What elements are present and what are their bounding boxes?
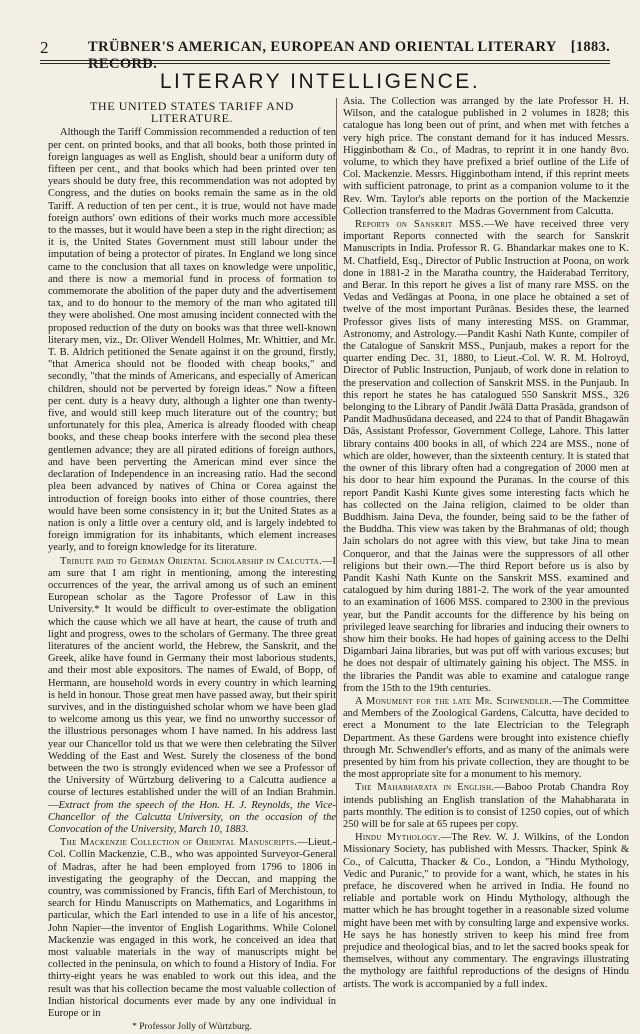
article-lead-hindu-mythology: Hindu Mythology. xyxy=(355,832,441,844)
article-body-tariff: Although the Tariff Commission recommended a reduction of ten per cent. on printed books, and that all books, both those printed in foreign languages as well as English, should bear a uniform duty of fifteen per cent., and that books which had been printed over ten years should be duty free, this recommendation was not adopted by Congress, and the duties on books remain the same as in the old Tariff. A reduction of ten per cent., it is true, would not have made foreign authors' own editions of their works much more accessible to the masses, but it would have been a step in the right direction; as it is, the United States Government must still labour under the imputation of being a protector of pirates. In England we long since came to the conclusion that all taxes on knowledge were unpolitic, and there is now a memorial fund in process of formation to commemorate the abolition of the paper duty and the advertisement tax, and to do honour to the memory of the man who agitated till they were abolished. One most amusing incident connected with the proposed reduction of the duty on books was that three well-known literary men, viz., Dr. Oliver Wendell Holmes, Mr. Whittier, and Mr. T. B. Aldrich petitioned the Senate against it on the ground, firstly, "that America should not be flooded with cheap books," and secondly, "that the minds of Americans, and especially of American children, should not be perverted by foreign ideas." Now a fifteen per cent. duty is a heavy duty, although a lighter one than twenty-five, and would still keep much literature out of the country; but unfortunately for this plea, America is already flooded with cheap books, and these cheap books interfere with the second plea these gentlemen advance; they are all pirated editions of foreign authors, and have been perverting the American mind ever since the declaration of Independence in an increasing ratio. Had the second plea been advanced by natives of China or Corea against the introduction of foreign books into either of those countries, there would have been some consistency in it; but the United States as a nation is only a little over a century old, and is largely indebted to foreign immigration for its inhabitants, which element increases yearly, and to foreign knowledge for its literature. xyxy=(48,127,336,554)
header-rule-top xyxy=(40,60,610,61)
article-title-tariff: THE UNITED STATES TARIFF AND LITERATURE. xyxy=(90,99,294,126)
footnote: * Professor Jolly of Würtzburg. xyxy=(132,1022,252,1033)
article-schwendler-monument xyxy=(343,696,629,781)
article-body-hindu-mythology: —The Rev. W. J. Wilkins, of the London Missionary Society, has published with Messrs. Thacker, Spink & Co., of Calcutta, Thacker & Co., London, a "Hindu Mythology, Vedic and Puranic," to provide for a want, which, he states in his preface, he discovered when he arrived in India. He found no reliable and portable work on Hindu Mythology, although the matter which he has brought together in a reasonable sized volume might have been met with by consulting large and expensive works. He says he has honestly striven to keep his mind free from prejudice and theological bias, and to let the sacred books speak for themselves, without any commentary. The engravings illustrating the mythology are faithful reproductions of the designs of Hindu artists. The work is accompanied by a full index. xyxy=(343,832,629,990)
article-lead-mackenzie: The Mackenzie Collection of Oriental Manuscripts. xyxy=(60,837,298,849)
article-lead-german-scholarship: Tribute paid to German Oriental Scholarship in Calcutta. xyxy=(60,555,322,567)
article-lead-mahabharata: The Mahabharata in English. xyxy=(355,782,495,794)
article-mahabharata xyxy=(343,782,629,831)
article-sanskrit-reports xyxy=(343,219,629,695)
article-body-mahabharata: —Baboo Protab Chandra Roy intends publishing an English translation of the Mahabharata in parts monthly. The edition is to consist of 1250 copies, out of which 250 will be for sale at 65 rupees per copy. xyxy=(343,782,629,830)
article-hindu-mythology xyxy=(343,832,629,991)
article-german-scholarship xyxy=(48,556,336,837)
article-lead-schwendler-monument: A Monument for the late Mr. Schwendler. xyxy=(355,695,553,707)
running-header xyxy=(40,38,610,72)
header-rule-bottom xyxy=(40,63,610,64)
running-title: TRÜBNER'S AMERICAN, EUROPEAN AND ORIENTAL LITERARY RECORD. xyxy=(88,39,557,72)
article-body-german-scholarship: —I am sure that I am right in mentioning, among the interesting occurrences of the year, the arrival among us of such an eminent European scholar as the Tagore Professor of Law in this University.* It would be difficult to over-estimate the obligation which the cause which we all have at heart, the cause of truth and light and progress, owes to the scholars of Germany. The three great literatures of the ancient world, the Hebrew, the Sanskrit, and the Greek, alike have found in Germany their most laborious students, and their most able expositors. The names of Ewald, of Bopp, of Hermann, are household words in every country in which learning is held in honour. Those great men have passed away, but their spirit survives, and in the distinguished scholar whom we have been glad to welcome among us this year, we find no unworthy successor of the illustrious personages whom I have named. In his address last year our Chancellor told us that we were then celebrating the Silver Wedding of the East and West. Surely the closeness of the bond between the two is strongly evidenced when we see a Professor of the University of Würtzburg delivering to a Calcutta audience a course of lectures established under the will of an Indian Brahmin.— xyxy=(48,555,336,811)
article-body-schwendler-monument: —The Committee and Members of the Zoological Gardens, Calcutta, have decided to erect a Monument to the late Electrician to the Telegraph Department. As these Gardens were brought into existence chiefly through Mr. Schwendler's efforts, and as many of the animals were presented by him from his private collection, they are thought to be the most appropriate site for a monument to his memory. xyxy=(343,695,629,781)
article-lead-sanskrit-reports: Reports on Sanskrit MSS. xyxy=(355,219,485,231)
article-body-sanskrit-reports: —We have received three very important Reports connected with the search for Sanskrit Manuscripts in India. Professor R. G. Bhandarkar makes one to K. M. Chatfield, Esq., Director of Public Instruction at Poona, on work done in 1881-2 in the Maratha country, the Haiderabad Territory, and Berar. In this report he gives a list of many rare MSS. on the Vedas and Vedāngas at Poona, in one place he obtained a set of twelve of the most important Purānas. Besides these, the learned Professor gives lists of many interesting MSS. on Grammar, Astronomy, and Astrology.—Pandit Kashi Nath Kunte, compiler of the Catalogue of Sanskrit MSS., Punjaub, makes a report for the quarter ending Dec. 31, 1880, to Lieut.-Col. W. R. M. Holroyd, Director of Public Instruction, Punjaub, of work done in relation to the preservation and collection of Sanskrit MSS. in the Punjaub. In this report he states he has catalogued 550 Sanskrit MSS., 326 belonging to the Library of Pandit Jwālā Datta Prasāda, grandson of Pandit Madhusūdana deceased, and 224 to that of Pandit Bhagawān Dās, Assistant Professor, Government College, Lahore. This latter library contains 400 books in all, of which 224 are MSS., none of which are older, however, than the sixteenth century. It is stated that the owner of this library often had a congregation of 2000 men at his door to hear him expound the Puranas. In the course of this report Pandit Kashi Kunte gives some interesting facts which he has collected on the Jaina religion, claimed to be older than Buddhism. Jaina Deva, the founder, being said to be the father of the Buddha. This view was taken by the Brahmanas of old; though Jain scholars do not agree with this view, but take Jina to mean Conqueror, and that the Jainas were the suppressors of all other religions but their own.—The third Report before us is also by Pandit Kashi Nath Kunte on the Sanskrit MSS. examined and catalogued by him during 1881-2. The work of the year amounted to an examination of 1606 MSS. compared to 2300 in the previous year, but the Pandit accounts for the difference by his being on privileged leave searching for libraries and inducing their owners to show him their books. He had hopes of gaining access to the Delhi Digambari Jaina libraries, but was put off with various excuses; but he does not despair of ultimately gaining his object. The MSS. in the libraries the Pandit was able to examine and catalogue range from the 15th to the 19th centuries. xyxy=(343,219,629,694)
left-column xyxy=(48,100,336,1034)
article-mackenzie xyxy=(48,837,336,1020)
right-column xyxy=(343,96,629,992)
section-title: LITERARY INTELLIGENCE. xyxy=(159,70,481,93)
page-number: 2 xyxy=(40,38,49,57)
article-continuation-mackenzie: Asia. The Collection was arranged by the late Professor H. H. Wilson, and the catalogue published in 2 volumes in 1828; this catalogue has long been out of print, and when met with fetches a very high price. The constant demand for it has induced Messrs. Higginbotham & Co., of Madras, to reprint it in one handy 8vo. volume, to which they have prefixed a brief outline of the Life of Col. Mackenzie. Messrs. Higginbotham intend, if this reprint meets with sufficient patronage, to print as a companion volume to it the Rev. Wm. Taylor's able reports on the portion of the Mackenzie Collection transferred to the Madras Government from Calcutta. xyxy=(343,96,629,217)
header-year: [1883. xyxy=(570,39,610,55)
article-body-mackenzie: —Lieut.-Col. Collin Mackenzie, C.B., who was appointed Surveyor-General of Madras, after he had been employed from 1796 to 1806 in investigating the geography of the Deccan, and mapping the country, was commissioned by Francis, fifth Earl of Merchistoun, to search for Hindu Manuscripts on Mathematics, and Logarithms in particular, which the Earl intended to use in a life of his ancestor, John Napier—the inventor of English Logarithms. While Colonel Mackenzie was engaged in this work, he conceived an idea that most valuable materials in the way of manuscripts might be collected in the peninsula, on which to found a History of India. For thirty-eight years he was enabled to work out this idea, and the result was that his collection became the most valuable collection of Indian historical documents ever made by any one individual in Europe or in xyxy=(48,837,336,1020)
column-divider xyxy=(336,98,337,958)
article-source-german-scholarship: Extract from the speech of the Hon. H. J. Reynolds, the Vice-Chancellor of the Calcutta University, on the occasion of the Convocation of the University, March 10, 1883. xyxy=(48,799,336,835)
